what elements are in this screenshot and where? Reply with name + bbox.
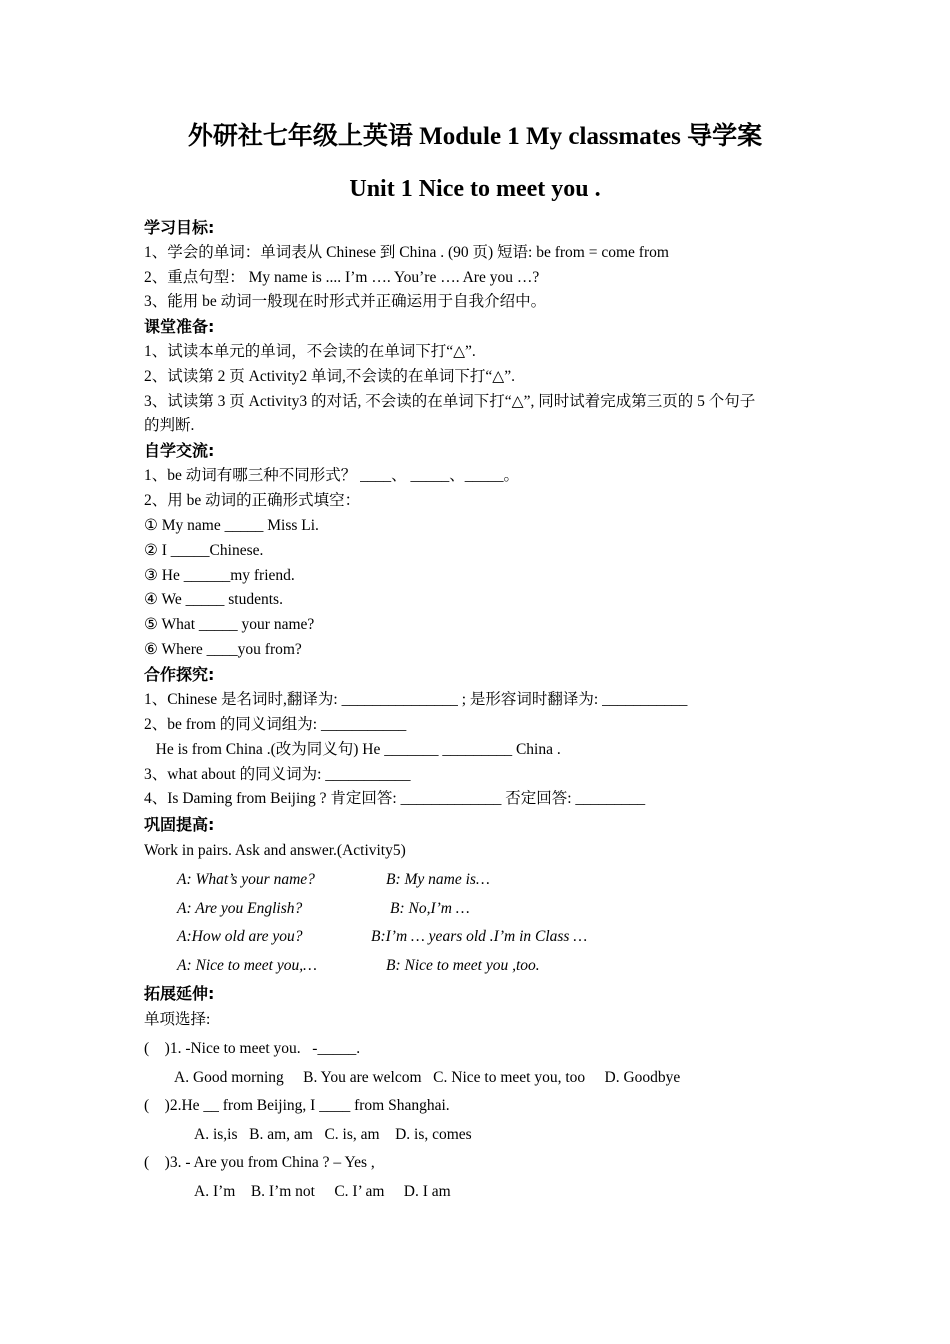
pair-work-intro: Work in pairs. Ask and answer.(Activity5) <box>144 842 406 859</box>
self-study-line: ⑤ What _____ your name? <box>144 616 315 633</box>
page-title: 外研社七年级上英语 Module 1 My classmates 导学案 <box>187 123 763 150</box>
cooperation-line: 4、Is Daming from Beijing ? 肯定回答: _____________ 否定回答: _________ <box>144 790 646 807</box>
cooperation-line: 2、be from 的同义词组为: ___________ <box>144 716 407 733</box>
self-study-line: 1、be 动词有哪三种不同形式？ ____、 _____、_____。 <box>144 467 520 484</box>
multiple-choice-label: 单项选择: <box>144 1011 211 1028</box>
self-study-line: ② I _____Chinese. <box>144 542 264 559</box>
prep-line: 3、试读第 3 页 Activity3 的对话, 不会读的在单词下打“△”, 同时试着完成第三页的 5 个句子 <box>144 393 756 410</box>
question: ( )1. -Nice to meet you. -_____. <box>144 1040 361 1057</box>
prep-heading: 课堂准备: <box>144 317 215 336</box>
dialogue-a: A:How old are you? <box>177 928 303 945</box>
cooperation-line: He is from China .(改为同义句) He _______ _________ China . <box>144 741 561 758</box>
self-study-line: ⑥ Where ____you from? <box>144 641 302 658</box>
dialogue-a: A: Are you English? <box>177 900 303 917</box>
question-options: A. Good morning B. You are welcom C. Nice to meet you, too D. Goodbye <box>174 1069 681 1086</box>
dialogue-b: B: My name is… <box>386 871 490 888</box>
dialogue-b: B: No,I’m … <box>390 900 470 917</box>
extension-heading: 拓展延伸: <box>144 984 215 1003</box>
prep-line: 1、试读本单元的单词，不会读的在单词下打“△”. <box>144 343 476 360</box>
unit-title: Unit 1 Nice to meet you . <box>349 176 601 202</box>
goals-line: 1、学会的单词：单词表从 Chinese 到 China . (90 页) 短语: be from = come from <box>144 244 669 261</box>
dialogue-b: B:I’m … years old .I’m in Class … <box>371 928 588 945</box>
goals-line: 3、能用 be 动词一般现在时形式并正确运用于自我介绍中。 <box>144 293 547 310</box>
dialogue-a: A: Nice to meet you,… <box>177 957 317 974</box>
goals-heading: 学习目标: <box>144 218 215 237</box>
prep-line: 2、试读第 2 页 Activity2 单词,不会读的在单词下打“△”. <box>144 368 515 385</box>
self-study-line: 2、用 be 动词的正确形式填空： <box>144 492 361 509</box>
consolidate-heading: 巩固提高: <box>144 815 215 834</box>
self-study-line: ③ He ______my friend. <box>144 567 295 584</box>
dialogue-a: A: What’s your name? <box>177 871 315 888</box>
prep-line: 的判断. <box>144 417 195 434</box>
cooperation-line: 3、what about 的同义词为: ___________ <box>144 766 411 783</box>
question: ( )2.He __ from Beijing, I ____ from Shanghai. <box>144 1097 450 1114</box>
question-options: A. is,is B. am, am C. is, am D. is, comes <box>194 1126 472 1143</box>
cooperation-heading: 合作探究: <box>144 665 215 684</box>
self-study-line: ④ We _____ students. <box>144 591 283 608</box>
goals-line: 2、重点句型： My name is .... I’m …. You’re …. Are you …? <box>144 269 540 286</box>
self-study-heading: 自学交流: <box>144 441 215 460</box>
dialogue-b: B: Nice to meet you ,too. <box>386 957 540 974</box>
cooperation-line: 1、Chinese 是名词时,翻译为: _______________ ; 是形容词时翻译为: ___________ <box>144 691 688 708</box>
question: ( )3. - Are you from China ? – Yes , <box>144 1154 375 1171</box>
self-study-line: ① My name _____ Miss Li. <box>144 517 319 534</box>
question-options: A. I’m B. I’m not C. I’ am D. I am <box>194 1183 451 1200</box>
